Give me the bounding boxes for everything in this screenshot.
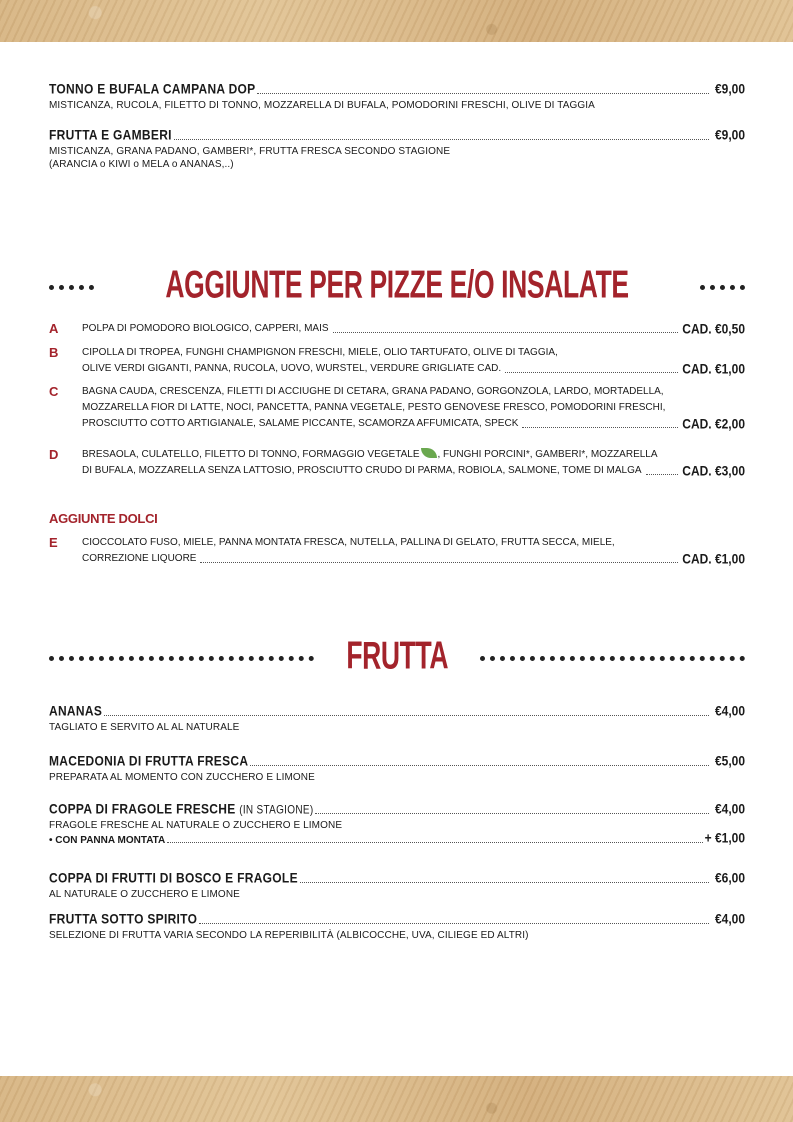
dot-leader xyxy=(200,562,678,563)
item-description: FRAGOLE FRESCHE AL NATURALE O ZUCCHERO E LIMONE xyxy=(49,820,343,831)
section-heading-frutta xyxy=(49,634,745,678)
item-name: ANANAS xyxy=(49,702,103,719)
item-description: TAGLIATO E SERVITO AL AL NATURALE xyxy=(49,722,240,733)
menu-item-coppa-frutti-bosco xyxy=(49,869,745,901)
item-name: MACEDONIA DI FRUTTA FRESCA xyxy=(49,752,249,769)
addition-row-e xyxy=(49,535,745,567)
vegan-leaf-icon xyxy=(421,448,437,458)
addition-text-part: , FUNGHI PORCINI*, GAMBERI*, MOZZARELLA xyxy=(437,449,658,460)
item-description: SELEZIONE DI FRUTTA VARIA SECONDO LA REPERIBILITÀ (ALBICOCCHE, UVA, CILIEGE ED ALTRI) xyxy=(49,930,529,941)
addition-text-line xyxy=(82,447,745,463)
addition-price: CAD. €1,00 xyxy=(682,550,745,568)
dot-leader xyxy=(522,427,678,428)
addition-letter: E xyxy=(49,535,58,550)
addition-text: OLIVE VERDI GIGANTI, PANNA, RUCOLA, UOVO, WURSTEL, VERDURE GRIGLIATE CAD. xyxy=(82,363,502,374)
item-extra-price: + €1,00 xyxy=(704,829,745,846)
item-description: PREPARATA AL MOMENTO CON ZUCCHERO E LIMONE xyxy=(49,772,315,783)
item-note: (IN STAGIONE) xyxy=(239,804,314,817)
addition-text-line: MOZZARELLA FIOR DI LATTE, NOCI, PANCETTA, PANNA VEGETALE, PESTO GENOVESE FRESCO, POMODORINI FRESCHI, xyxy=(82,402,666,413)
item-name: COPPA DI FRUTTI DI BOSCO E FRAGOLE xyxy=(49,869,298,886)
dot-leader xyxy=(199,922,709,924)
addition-text: CORREZIONE LIQUORE xyxy=(82,553,197,564)
dot-leader xyxy=(167,841,702,843)
item-price: €9,00 xyxy=(714,126,745,143)
top-texture-band xyxy=(0,0,793,42)
item-description: AL NATURALE O ZUCCHERO E LIMONE xyxy=(49,889,240,900)
dotted-rule-left xyxy=(49,656,314,661)
menu-item-frutta-gamberi xyxy=(49,126,745,171)
addition-text-part: BRESAOLA, CULATELLO, FILETTO DI TONNO, FORMAGGIO VEGETALE xyxy=(82,449,420,460)
menu-item-coppa-fragole xyxy=(49,800,745,846)
menu-item-tonno-bufala xyxy=(49,80,745,112)
dot-leader xyxy=(257,92,709,94)
addition-row-c xyxy=(49,384,745,432)
addition-text: DI BUFALA, MOZZARELLA SENZA LATTOSIO, PROSCIUTTO CRUDO DI PARMA, ROBIOLA, SALMONE, TOME DI MALGA xyxy=(82,465,642,476)
addition-row-d xyxy=(49,447,745,479)
addition-text: PROSCIUTTO COTTO ARTIGIANALE, SALAME PICCANTE, SCAMORZA AFFUMICATA, SPECK xyxy=(82,418,519,429)
item-name: FRUTTA SOTTO SPIRITO xyxy=(49,910,198,927)
dot-leader xyxy=(315,812,709,814)
item-price: €5,00 xyxy=(714,752,745,769)
item-price: €9,00 xyxy=(714,80,745,97)
menu-item-frutta-spirito xyxy=(49,910,745,942)
addition-price: CAD. €1,00 xyxy=(682,360,745,378)
addition-price: CAD. €0,50 xyxy=(682,320,745,338)
addition-row-a xyxy=(49,321,745,337)
addition-letter: B xyxy=(49,345,59,360)
addition-letter: D xyxy=(49,447,59,462)
bottom-texture-band xyxy=(0,1076,793,1122)
item-price: €4,00 xyxy=(714,910,745,927)
addition-row-b xyxy=(49,345,745,377)
dot-leader xyxy=(300,881,709,883)
section-heading-aggiunte xyxy=(49,263,745,307)
dot-leader xyxy=(333,332,679,333)
menu-item-ananas xyxy=(49,702,745,734)
item-price: €4,00 xyxy=(714,702,745,719)
addition-letter: A xyxy=(49,321,59,336)
addition-price: CAD. €2,00 xyxy=(682,415,745,433)
section-title: FRUTTA xyxy=(346,634,448,678)
item-description: MISTICANZA, GRANA PADANO, GAMBERI*, FRUTTA FRESCA SECONDO STAGIONE xyxy=(49,146,451,157)
dotted-rule-left xyxy=(49,285,94,290)
item-extra: • CON PANNA MONTATA xyxy=(49,835,166,846)
dot-leader xyxy=(104,714,709,716)
dot-leader xyxy=(646,474,679,475)
dot-leader xyxy=(250,764,709,766)
item-name: FRUTTA E GAMBERI xyxy=(49,126,172,143)
subsection-title-dolci: AGGIUNTE DOLCI xyxy=(49,511,158,526)
item-price: €6,00 xyxy=(714,869,745,886)
menu-item-macedonia xyxy=(49,752,745,784)
item-name: TONNO E BUFALA CAMPANA DOP xyxy=(49,80,256,97)
section-title: AGGIUNTE PER PIZZE E/O INSALATE xyxy=(165,263,629,307)
item-description: MISTICANZA, RUCOLA, FILETTO DI TONNO, MOZZARELLA DI BUFALA, POMODORINI FRESCHI, OLIVE DI TAGGIA xyxy=(49,100,595,111)
item-name-text: COPPA DI FRAGOLE FRESCHE xyxy=(49,800,236,817)
addition-letter: C xyxy=(49,384,59,399)
item-price: €4,00 xyxy=(714,800,745,817)
item-name xyxy=(49,801,313,817)
addition-text-line: CIOCCOLATO FUSO, MIELE, PANNA MONTATA FRESCA, NUTELLA, PALLINA DI GELATO, FRUTTA SECCA, MIELE, xyxy=(82,537,615,548)
dotted-rule-right xyxy=(480,656,745,661)
dot-leader xyxy=(505,372,678,373)
addition-text-line: CIPOLLA DI TROPEA, FUNGHI CHAMPIGNON FRESCHI, MIELE, OLIO TARTUFATO, OLIVE DI TAGGIA, xyxy=(82,347,558,358)
dotted-rule-right xyxy=(700,285,745,290)
addition-price: CAD. €3,00 xyxy=(682,462,745,480)
dot-leader xyxy=(174,138,709,140)
addition-text: POLPA DI POMODORO BIOLOGICO, CAPPERI, MAIS xyxy=(82,323,329,334)
addition-text-line: BAGNA CAUDA, CRESCENZA, FILETTI DI ACCIUGHE DI CETARA, GRANA PADANO, GORGONZOLA, LARDO, MORTADELLA, xyxy=(82,386,664,397)
item-description-2: (ARANCIA o KIWI o MELA o ANANAS,..) xyxy=(49,159,234,170)
